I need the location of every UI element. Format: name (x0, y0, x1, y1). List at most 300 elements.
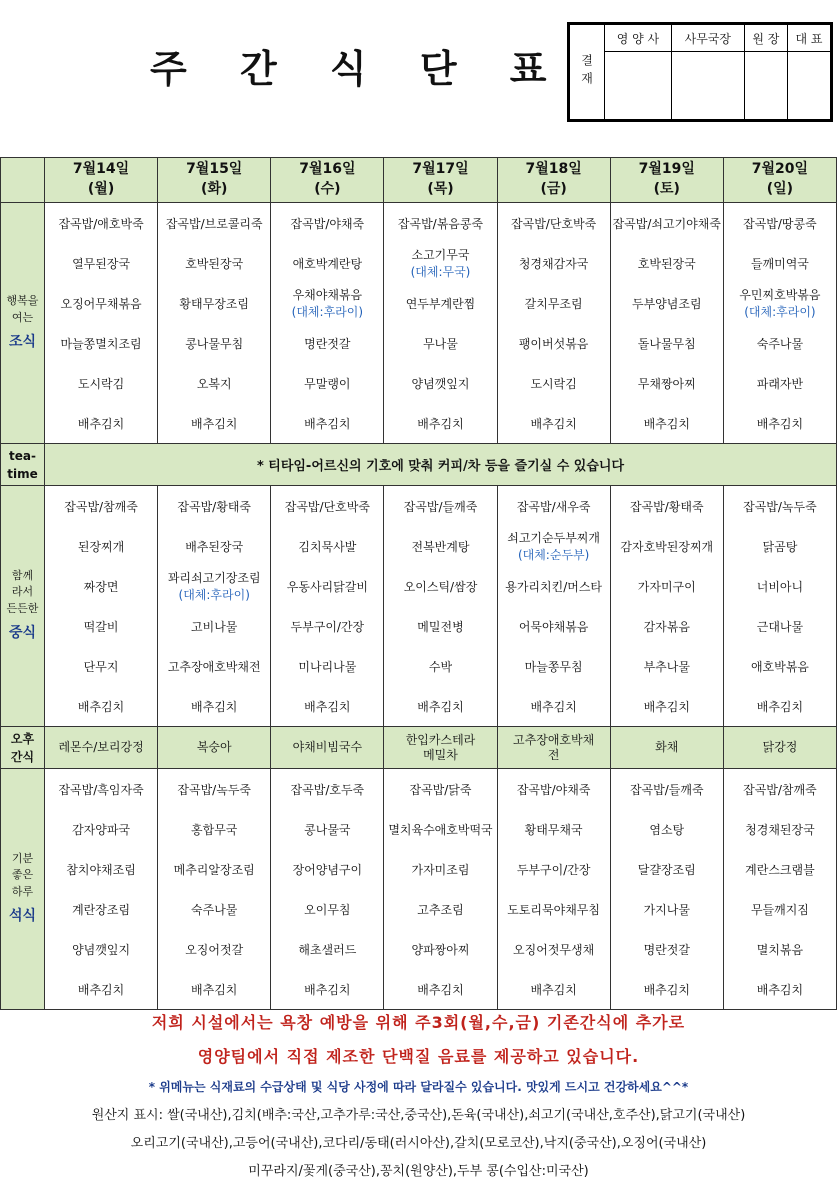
dinner-day-cell (497, 769, 610, 1010)
menu-item (45, 243, 157, 283)
menu-item (384, 363, 496, 403)
menu-item (45, 969, 157, 1009)
dish-name: 무채짱아찌 (637, 376, 696, 391)
snack-item: 닭강정 (723, 727, 836, 769)
menu-item (271, 566, 383, 606)
dinner-day-cell (384, 769, 497, 1010)
lunch-day-cell (158, 486, 271, 727)
menu-item (158, 849, 270, 889)
breakfast-day-cell (497, 203, 610, 444)
menu-item (724, 929, 836, 969)
dish-name: 가지나물 (643, 902, 690, 917)
day-date: 7월14일 (72, 161, 130, 178)
approval-role: 영 양 사 (605, 25, 672, 52)
dish-name: 잡곡밥/호두죽 (290, 782, 365, 797)
menu-item (724, 323, 836, 363)
dinner-label (1, 769, 45, 1010)
dinner-label-small: 기분 좋은 하루 (11, 851, 34, 898)
day-of-week: (월) (87, 181, 115, 197)
dish-name: 용가리치킨/머스타 (505, 579, 603, 594)
dish-name: 배추김치 (191, 416, 238, 431)
substitute-note: (대체:무국) (410, 265, 471, 279)
breakfast-day-cell (158, 203, 271, 444)
dish-name: 너비아니 (756, 579, 804, 594)
menu-item (611, 929, 723, 969)
menu-item (724, 849, 836, 889)
menu-item (384, 403, 496, 443)
dish-name: 메추리알장조림 (173, 862, 255, 877)
dish-name: 콩나물국 (304, 822, 351, 837)
menu-item (498, 809, 610, 849)
menu-item (611, 769, 723, 809)
lunch-label-small: 함께 라서 든든한 (6, 568, 39, 615)
day-of-week: (금) (540, 181, 567, 197)
menu-item (158, 203, 270, 243)
dish-name: 오징어무채볶음 (60, 296, 142, 311)
menu-item (384, 243, 496, 283)
day-header (271, 158, 384, 203)
day-date: 7월19일 (638, 161, 695, 178)
menu-item (611, 566, 723, 606)
dish-name: 마늘쫑무침 (524, 659, 583, 674)
dish-name: 잡곡밥/볶음콩죽 (397, 216, 484, 231)
dish-name: 해초샐러드 (298, 942, 357, 957)
menu-item (498, 606, 610, 646)
menu-item (384, 929, 496, 969)
menu-item (611, 809, 723, 849)
menu-item (45, 203, 157, 243)
menu-item (45, 889, 157, 929)
substitute-note: (대체:후라이) (291, 305, 364, 319)
origin-line2: 오리고기(국내산),고등어(국내산),코다리/동태(러시아산),갈치(모로코산),낙지(중국산),오징어(국내산) (130, 1136, 707, 1151)
menu-item (271, 686, 383, 726)
dish-name: 잡곡밥/들깨죽 (403, 499, 478, 514)
breakfast-day-cell (45, 203, 158, 444)
lunch-day-cell (610, 486, 723, 727)
dish-name: 오징어젓갈 (185, 942, 244, 957)
breakfast-label-big: 조식 (8, 334, 37, 350)
menu-item (724, 486, 836, 526)
menu-item (158, 403, 270, 443)
dish-name: 감자호박된장찌개 (620, 539, 714, 554)
dish-name: 도시락김 (77, 376, 125, 391)
dish-name: 무나물 (423, 336, 458, 351)
dish-name: 잡곡밥/새우죽 (516, 499, 591, 514)
menu-item (158, 686, 270, 726)
approval-role: 원 장 (744, 25, 787, 52)
dish-name: 잡곡밥/브로콜리죽 (165, 216, 263, 231)
dinner-day-cell (610, 769, 723, 1010)
menu-item (45, 403, 157, 443)
dish-name: 멸치볶음 (756, 942, 804, 957)
menu-item (611, 889, 723, 929)
breakfast-day-cell (610, 203, 723, 444)
menu-item (158, 809, 270, 849)
dish-name: 연두부계란찜 (405, 296, 476, 311)
menu-item (724, 243, 836, 283)
snack-item: 고추장애호박채 전 (497, 727, 610, 769)
dish-name: 오이무침 (304, 902, 351, 917)
dish-name: 애호박계란탕 (292, 256, 363, 271)
lunch-day-cell (497, 486, 610, 727)
menu-item (45, 849, 157, 889)
menu-item (724, 769, 836, 809)
dish-name: 양파짱아찌 (411, 942, 470, 957)
dish-name: 잡곡밥/녹두죽 (743, 499, 817, 514)
dish-name: 배추김치 (530, 699, 577, 714)
day-header (610, 158, 723, 203)
dinner-day-cell (158, 769, 271, 1010)
menu-item (158, 889, 270, 929)
dish-name: 갈치무조림 (524, 296, 583, 311)
dish-name: 어묵야채볶음 (518, 619, 589, 634)
menu-item (498, 526, 610, 566)
substitute-note: (대체:후라이) (178, 588, 250, 602)
menu-item (724, 203, 836, 243)
menu-item (45, 486, 157, 526)
dish-name: 양념깻잎지 (72, 942, 131, 957)
lunch-day-cell (384, 486, 497, 727)
menu-item (271, 203, 383, 243)
dish-name: 김치묵사발 (298, 539, 357, 554)
menu-item (498, 323, 610, 363)
dish-name: 잡곡밥/단호박죽 (284, 499, 370, 514)
day-header (45, 158, 158, 203)
dish-name: 도시락김 (530, 376, 577, 391)
breakfast-day-cell (723, 203, 836, 444)
menu-item (45, 566, 157, 606)
menu-item (45, 769, 157, 809)
breakfast-day-cell (384, 203, 497, 444)
dish-name: 잡곡밥/흑임자죽 (58, 782, 144, 797)
dish-name: 쇠고기순두부찌개 (507, 531, 600, 545)
snack-item: 한입카스테라 메밀차 (384, 727, 497, 769)
menu-item (384, 323, 496, 363)
menu-item (611, 283, 723, 323)
menu-item (611, 486, 723, 526)
lunch-label-big: 중식 (8, 625, 37, 642)
menu-item (271, 363, 383, 403)
dish-name: 배추김치 (530, 982, 577, 997)
dish-name: 배추김치 (756, 416, 804, 431)
day-header (723, 158, 836, 203)
snack-item: 화채 (610, 727, 723, 769)
dish-name: 고비나물 (191, 619, 238, 634)
dish-name: 우채야채볶음 (292, 288, 363, 302)
dish-name: 장어양념구이 (292, 862, 363, 877)
dish-name: 잡곡밥/황태죽 (177, 499, 252, 514)
menu-item (45, 809, 157, 849)
menu-item (271, 486, 383, 526)
menu-item (45, 526, 157, 566)
day-of-week: (목) (427, 181, 454, 197)
dish-name: 도토리묵야채무침 (507, 902, 600, 917)
menu-item (611, 323, 723, 363)
dish-name: 마늘쫑멸치조림 (60, 336, 142, 351)
signature-cell (671, 52, 744, 120)
dish-name: 황태무장조림 (179, 296, 249, 311)
menu-item (271, 323, 383, 363)
menu-item (724, 606, 836, 646)
dish-name: 된장찌개 (77, 539, 125, 554)
menu-item (498, 769, 610, 809)
dish-name: 잡곡밥/쇠고기야채죽 (612, 216, 721, 231)
dish-name: 짜장면 (83, 579, 119, 594)
day-header (497, 158, 610, 203)
dish-name: 계란장조림 (72, 902, 131, 917)
approval-role: 대 표 (787, 25, 830, 52)
dish-name: 호박된장국 (185, 256, 244, 271)
menu-item (271, 646, 383, 686)
dish-name: 멸치육수애호박떡국 (388, 822, 493, 837)
menu-item (271, 243, 383, 283)
substitute-note: (대체:후라이) (744, 305, 816, 319)
dish-name: 잡곡밥/단호박죽 (511, 216, 597, 231)
day-date: 7월18일 (525, 161, 582, 178)
menu-item (45, 323, 157, 363)
menu-item (271, 929, 383, 969)
menu-item (384, 849, 496, 889)
menu-item (158, 323, 270, 363)
menu-item (611, 646, 723, 686)
menu-item (45, 646, 157, 686)
dish-name: 염소탕 (649, 822, 685, 837)
dish-name: 배추김치 (643, 416, 690, 431)
breakfast-day-cell (271, 203, 384, 444)
menu-item (611, 363, 723, 403)
menu-item (271, 526, 383, 566)
menu-item (384, 526, 496, 566)
dish-name: 오복지 (196, 376, 232, 391)
menu-item (384, 486, 496, 526)
dish-name: 배추김치 (77, 699, 125, 714)
signature-cell (744, 52, 787, 120)
dish-name: 메밀전병 (417, 619, 464, 634)
dish-name: 잡곡밥/닭죽 (409, 782, 472, 797)
menu-item (611, 403, 723, 443)
protein-notice-line1: 저희 시설에서는 욕창 예방을 위해 주3회(월,수,금) 기존간식에 추가로 (151, 1013, 686, 1032)
tea-time-label: tea- time (1, 444, 45, 486)
menu-item (158, 929, 270, 969)
dish-name: 배추김치 (304, 416, 351, 431)
dish-name: 양념깻잎지 (411, 376, 470, 391)
menu-item (724, 809, 836, 849)
menu-item (724, 363, 836, 403)
dish-name: 꽈리쇠고기장조림 (167, 571, 261, 585)
menu-table (0, 157, 837, 1010)
menu-item (611, 606, 723, 646)
dish-name: 소고기무국 (411, 248, 470, 262)
dish-name: 단무지 (83, 659, 119, 674)
dish-name: 숙주나물 (756, 336, 804, 351)
menu-item (384, 203, 496, 243)
menu-item (498, 686, 610, 726)
dish-name: 부추나물 (643, 659, 690, 674)
menu-item (498, 929, 610, 969)
menu-item (498, 203, 610, 243)
dish-name: 잡곡밥/야채죽 (290, 216, 365, 231)
dish-name: 배추김치 (530, 416, 577, 431)
dish-name: 수박 (428, 659, 453, 674)
menu-item (498, 243, 610, 283)
dish-name: 배추김치 (756, 982, 804, 997)
dish-name: 열무된장국 (72, 256, 131, 271)
menu-item (45, 606, 157, 646)
snack-item: 레몬수/보리강정 (45, 727, 158, 769)
menu-item (724, 526, 836, 566)
snack-label: 오후 간식 (1, 727, 45, 769)
day-date: 7월20일 (751, 161, 809, 178)
dish-name: 배추김치 (417, 699, 464, 714)
dish-name: 오징어젓무생채 (513, 942, 595, 957)
dish-name: 황태무채국 (524, 822, 583, 837)
day-date: 7월17일 (412, 161, 469, 178)
dish-name: 감자양파국 (72, 822, 131, 837)
dish-name: 배추김치 (77, 982, 125, 997)
menu-item (158, 283, 270, 323)
menu-item (158, 566, 270, 606)
lunch-day-cell (271, 486, 384, 727)
breakfast-label (1, 203, 45, 444)
dish-name: 우민찌호박볶음 (739, 288, 821, 302)
dish-name: 감자볶음 (643, 619, 690, 634)
snack-item: 야채비빔국수 (271, 727, 384, 769)
dish-name: 배추김치 (191, 699, 238, 714)
menu-item (498, 889, 610, 929)
day-date: 7월15일 (186, 161, 243, 178)
origin-line3: 미꾸라지/꽃게(중국산),꽁치(원양산),두부 콩(수입산:미국산) (248, 1164, 589, 1179)
menu-item (45, 283, 157, 323)
dish-name: 배추김치 (643, 982, 690, 997)
menu-item (45, 686, 157, 726)
menu-change-note: * 위메뉴는 식재료의 수급상태 및 식당 사정에 따라 달라질수 있습니다. 맛있게 드시고 건강하세요^^* (148, 1080, 689, 1094)
dish-name: 고추조림 (417, 902, 464, 917)
menu-item (724, 686, 836, 726)
dish-name: 잡곡밥/들깨죽 (629, 782, 704, 797)
dish-name: 오이스틱/쌈장 (403, 579, 478, 594)
menu-item (384, 566, 496, 606)
menu-item (498, 403, 610, 443)
dish-name: 들깨미역국 (750, 256, 809, 271)
menu-item (45, 929, 157, 969)
dish-name: 애호박볶음 (750, 659, 809, 674)
approval-box (567, 22, 833, 122)
day-of-week: (화) (201, 181, 228, 197)
dinner-day-cell (271, 769, 384, 1010)
menu-item (724, 889, 836, 929)
dish-name: 잡곡밥/애호박죽 (58, 216, 144, 231)
dish-name: 팽이버섯볶음 (518, 336, 589, 351)
menu-item (158, 486, 270, 526)
menu-item (724, 969, 836, 1009)
dinner-day-cell (723, 769, 836, 1010)
menu-item (158, 606, 270, 646)
dish-name: 청경채된장국 (745, 822, 815, 837)
dish-name: 잡곡밥/참깨죽 (743, 782, 817, 797)
dish-name: 두부구이/간장 (516, 862, 591, 877)
dish-name: 미나리나물 (298, 659, 357, 674)
menu-item (271, 969, 383, 1009)
protein-notice-line2: 영양팀에서 직접 제조한 단백질 음료를 제공하고 있습니다. (197, 1047, 640, 1066)
day-date: 7월16일 (299, 161, 356, 178)
menu-item (498, 486, 610, 526)
menu-item (384, 769, 496, 809)
menu-item (271, 606, 383, 646)
page-title: 주 간 식 단 표 (150, 47, 567, 91)
dish-name: 배추김치 (304, 982, 351, 997)
dish-name: 우동사리닭갈비 (286, 579, 368, 594)
approval-side-label: 결재 (570, 25, 605, 120)
lunch-label (1, 486, 45, 727)
dish-name: 닭곰탕 (762, 539, 798, 554)
signature-cell (787, 52, 830, 120)
dish-name: 달걀장조림 (637, 862, 696, 877)
dish-name: 잡곡밥/황태죽 (629, 499, 704, 514)
day-of-week: (일) (766, 181, 794, 197)
menu-item (498, 849, 610, 889)
dish-name: 돌나물무침 (637, 336, 696, 351)
menu-item (45, 363, 157, 403)
menu-item (271, 403, 383, 443)
dish-name: 호박된장국 (637, 256, 696, 271)
dish-name: 배추김치 (191, 982, 238, 997)
dish-name: 배추된장국 (185, 539, 244, 554)
dish-name: 전복반계탕 (411, 539, 470, 554)
tea-time-note: * 티타임-어르신의 기호에 맞춰 커피/차 등을 즐기실 수 있습니다 (45, 444, 837, 486)
dish-name: 배추김치 (417, 982, 464, 997)
menu-item (611, 686, 723, 726)
menu-item (271, 283, 383, 323)
dish-name: 청경채감자국 (518, 256, 589, 271)
dish-name: 두부구이/간장 (290, 619, 365, 634)
menu-item (724, 646, 836, 686)
dish-name: 명란젓갈 (304, 336, 351, 351)
menu-item (271, 809, 383, 849)
menu-item (611, 203, 723, 243)
menu-item (271, 769, 383, 809)
menu-item (384, 809, 496, 849)
dish-name: 가자미조림 (411, 862, 470, 877)
dish-name: 콩나물무침 (185, 336, 244, 351)
menu-item (271, 849, 383, 889)
menu-item (498, 646, 610, 686)
menu-item (724, 403, 836, 443)
menu-item (158, 526, 270, 566)
dish-name: 숙주나물 (191, 902, 238, 917)
menu-item (158, 243, 270, 283)
day-header (384, 158, 497, 203)
menu-item (158, 646, 270, 686)
signature-cell (605, 52, 672, 120)
dish-name: 잡곡밥/녹두죽 (177, 782, 252, 797)
lunch-day-cell (45, 486, 158, 727)
menu-item (498, 363, 610, 403)
dish-name: 떡갈비 (83, 619, 119, 634)
menu-item (498, 283, 610, 323)
dish-name: 잡곡밥/참깨죽 (64, 499, 138, 514)
menu-item (724, 566, 836, 606)
dish-name: 무들깨지짐 (750, 902, 809, 917)
day-of-week: (토) (653, 181, 680, 197)
dish-name: 계란스크램블 (745, 862, 815, 877)
day-of-week: (수) (314, 181, 341, 197)
dinner-day-cell (45, 769, 158, 1010)
menu-item (611, 243, 723, 283)
menu-item (384, 889, 496, 929)
dish-name: 두부양념조림 (631, 296, 702, 311)
dish-name: 홍합무국 (191, 822, 238, 837)
day-header (158, 158, 271, 203)
